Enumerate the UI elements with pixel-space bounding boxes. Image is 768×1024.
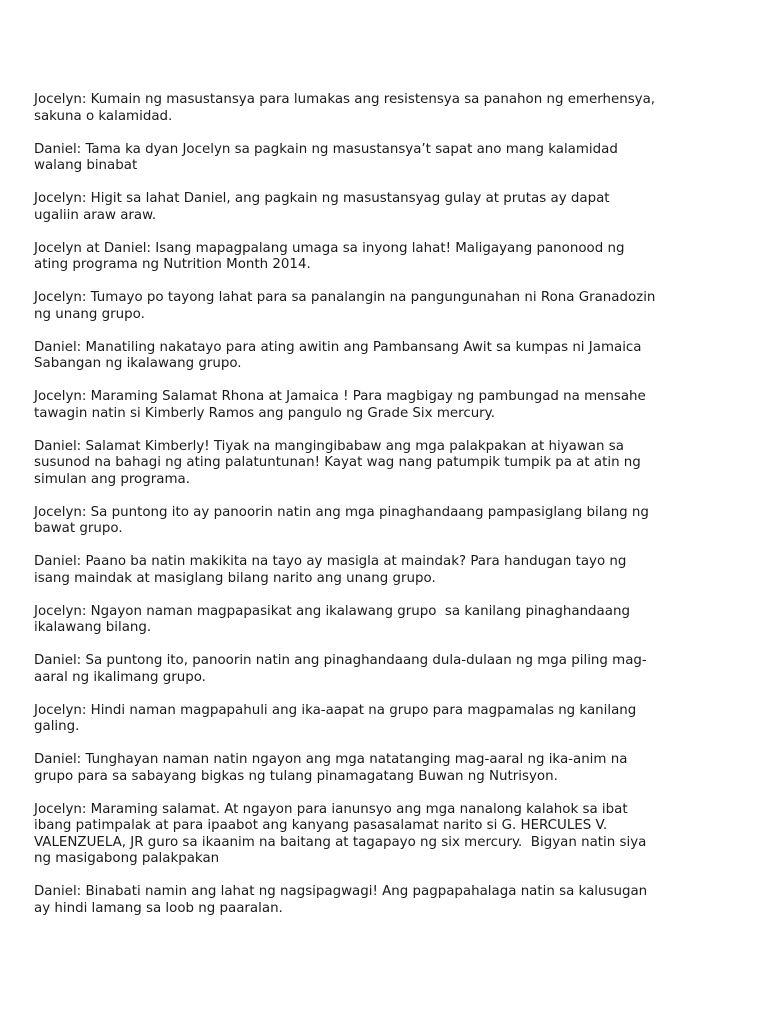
paragraph: Jocelyn at Daniel: Isang mapagpalang umaga sa inyong lahat! Maligayang panonood ng ating programa ng Nutrition Month 2014.	[34, 240, 625, 272]
paragraph: Jocelyn: Maraming Salamat Rhona at Jamaica ! Para magbigay ng pambungad na mensahe tawagin natin si Kimberly Ramos ang pangulo ng Grade Six mercury.	[34, 389, 646, 421]
paragraph: Daniel: Manatiling nakatayo para ating awitin ang Pambansang Awit sa kumpas ni Jamaica Sabangan ng ikalawang grupo.	[34, 339, 642, 371]
paragraph: Daniel: Binabati namin ang lahat ng nagsipagwagi! Ang pagpapahalaga natin sa kalusugan ay hindi lamang sa loob ng paaralan.	[34, 884, 648, 916]
paragraph: Jocelyn: Tumayo po tayong lahat para sa panalangin na pangungunahan ni Rona Granadozin ng unang grupo.	[34, 290, 656, 322]
paragraph: Jocelyn: Sa puntong ito ay panoorin natin ang mga pinaghandaang pampasiglang bilang ng bawat grupo.	[34, 504, 649, 536]
paragraph: Jocelyn: Maraming salamat. At ngayon para ianunsyo ang mga nanalong kalahok sa ibat ibang patimpalak at para ipaabot ang kanyang pasasalamat narito si G. HERCULES V. VALENZUELA, JR guro sa ikaanim na baitang at tagapayo ng six mercury. Bigyan natin siya ng masigabong palakpakan	[34, 801, 647, 866]
paragraph: Jocelyn: Hindi naman magpapahuli ang ika-aapat na grupo para magpamalas ng kanilang galing.	[34, 702, 637, 734]
document-body	[34, 92, 684, 934]
paragraph: Jocelyn: Kumain ng masustansya para lumakas ang resistensya sa panahon ng emerhensya, sakuna o kalamidad.	[34, 92, 656, 124]
paragraph: Daniel: Paano ba natin makikita na tayo ay masigla at maindak? Para handugan tayo ng isang maindak at masiglang bilang narito ang unang grupo.	[34, 554, 627, 586]
paragraph: Daniel: Salamat Kimberly! Tiyak na mangingibabaw ang mga palakpakan at hiyawan sa susunod na bahagi ng ating palatuntunan! Kayat wag nang patumpik tumpik pa at atin ng simulan ang programa.	[34, 438, 641, 487]
paragraph: Jocelyn: Higit sa lahat Daniel, ang pagkain ng masustansyag gulay at prutas ay dapat ugaliin araw araw.	[34, 191, 610, 223]
paragraph: Daniel: Sa puntong ito, panoorin natin ang pinaghandaang dula-dulaan ng mga piling mag- aaral ng ikalimang grupo.	[34, 653, 647, 685]
paragraph: Daniel: Tunghayan naman natin ngayon ang mga natatanging mag-aaral ng ika-anim na grupo para sa sabayang bigkas ng tulang pinamagatang Buwan ng Nutrisyon.	[34, 752, 628, 784]
paragraph: Daniel: Tama ka dyan Jocelyn sa pagkain ng masustansya’t sapat ano mang kalamidad walang binabat	[34, 141, 618, 173]
paragraph: Jocelyn: Ngayon naman magpapasikat ang ikalawang grupo sa kanilang pinaghandaang ikalawang bilang.	[34, 603, 630, 635]
